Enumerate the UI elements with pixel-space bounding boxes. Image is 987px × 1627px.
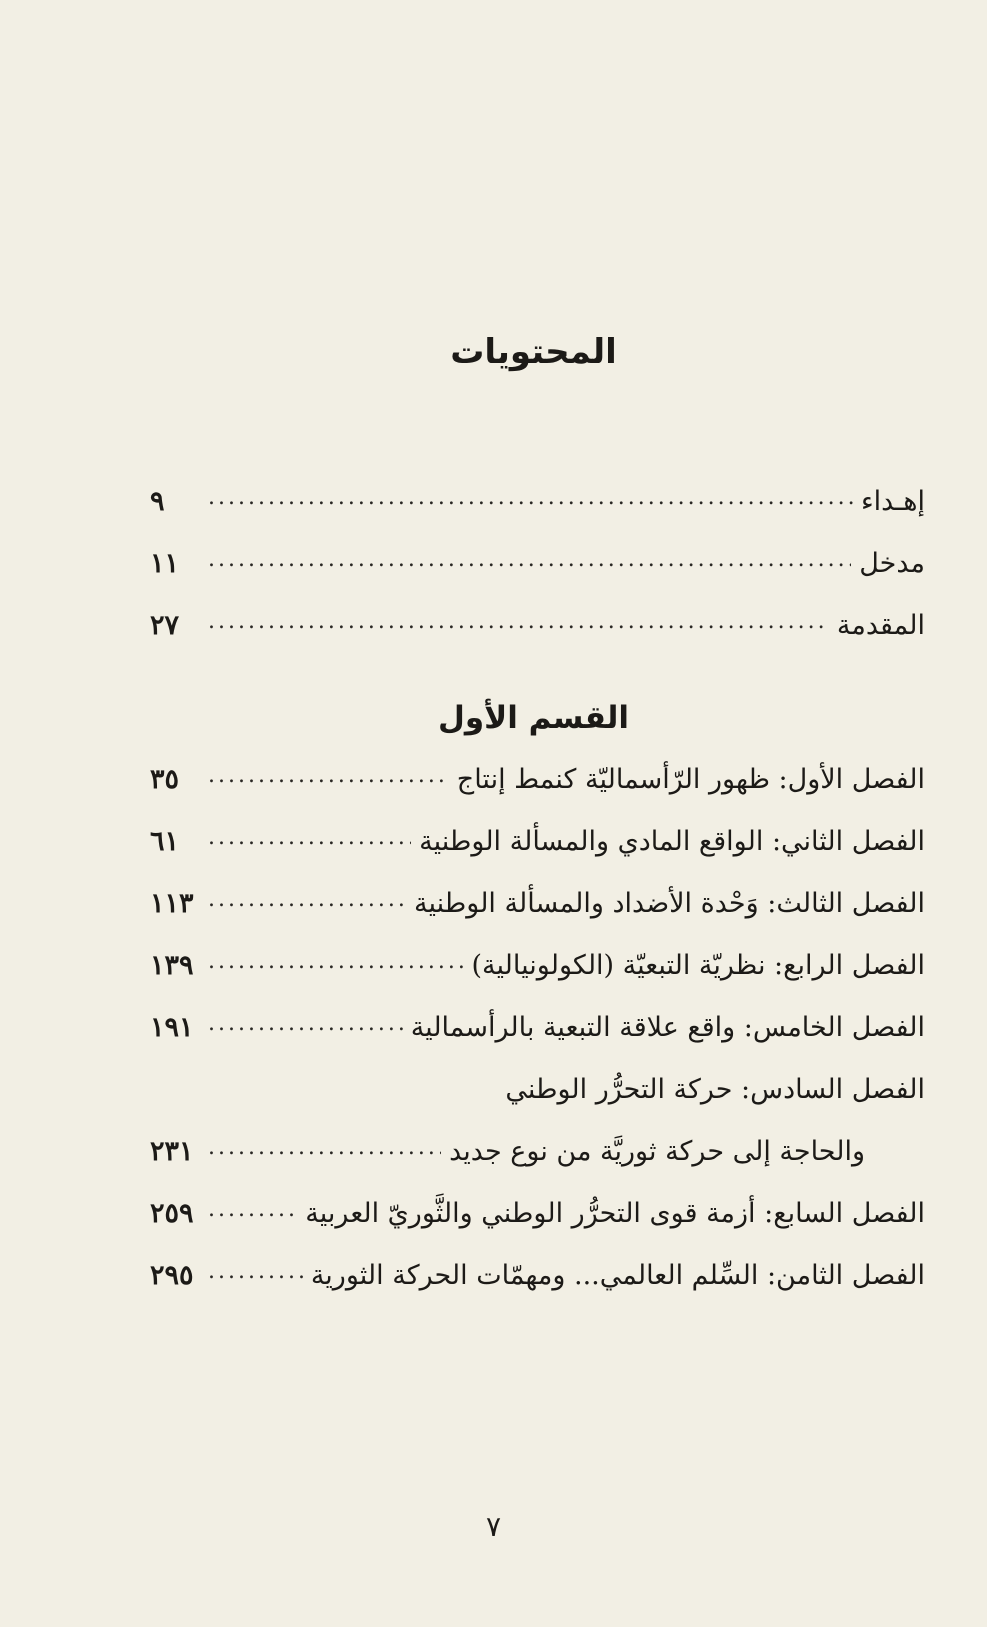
toc-page-number: ٣٥ <box>150 764 180 795</box>
toc-entry-chapter-2[interactable] <box>150 818 925 866</box>
toc-entry-label: المقدمة <box>836 610 925 641</box>
toc-entry-label: الفصل الثالث: وَحْدة الأضداد والمسألة الوطنية <box>414 888 925 919</box>
toc-page-number: ١٩١ <box>150 1012 194 1043</box>
dot-leader <box>208 1124 441 1172</box>
toc-page-number: ٢٣١ <box>150 1136 194 1167</box>
toc-entry-label: والحاجة إلى حركة ثوريَّة من نوع جديد <box>449 1136 865 1167</box>
toc-entry-chapter-6-line-1[interactable] <box>150 1066 925 1114</box>
toc-entry-label: الفصل الثاني: الواقع المادي والمسألة الوطنية <box>419 826 925 857</box>
dot-leader <box>208 752 449 800</box>
page-number: ٧ <box>485 1510 502 1543</box>
toc-entry-label: الفصل السابع: أزمة قوى التحرُّر الوطني والثَّوريّ العربية <box>305 1198 925 1229</box>
dot-leader <box>208 1248 303 1296</box>
toc-page-number: ٦١ <box>150 826 180 857</box>
toc-entry-chapter-5[interactable] <box>150 1004 925 1052</box>
toc-entry-introduction[interactable] <box>150 602 925 650</box>
toc-page-number: ٢٩٥ <box>150 1260 194 1291</box>
toc-entry-chapter-4[interactable] <box>150 942 925 990</box>
toc-entry-label: مدخل <box>859 548 925 579</box>
dot-leader <box>208 598 829 646</box>
toc-entry-label: الفصل الرابع: نظريّة التبعيّة (الكولونيالية) <box>471 950 925 981</box>
toc-entry-chapter-1[interactable] <box>150 756 925 804</box>
contents-title: المحتويات <box>450 332 617 372</box>
dot-leader <box>208 1000 403 1048</box>
toc-page-number: ١٣٩ <box>150 950 194 981</box>
section-title: القسم الأول <box>437 700 630 736</box>
toc-entry-label: إهـداء <box>860 486 925 517</box>
dot-leader <box>208 938 464 986</box>
toc-entry-dedication[interactable] <box>150 478 925 526</box>
toc-entry-label: الفصل الأول: ظهور الرّأسماليّة كنمط إنتاج <box>456 764 925 795</box>
toc-entry-label: الفصل الثامن: السِّلم العالمي... ومهمّات الحركة الثورية <box>310 1260 925 1291</box>
toc-page-number: ٢٧ <box>150 610 180 641</box>
dot-leader <box>208 474 853 522</box>
toc-entry-entrance[interactable] <box>150 540 925 588</box>
toc-page-number: ١١ <box>150 548 180 579</box>
toc-entry-chapter-3[interactable] <box>150 880 925 928</box>
toc-entry-chapter-6-line-2[interactable] <box>150 1128 865 1176</box>
toc-entry-chapter-7[interactable] <box>150 1190 925 1238</box>
dot-leader <box>208 1186 297 1234</box>
toc-entry-label: الفصل السادس: حركة التحرُّر الوطني <box>505 1074 925 1105</box>
toc-page-number: ١١٣ <box>150 888 194 919</box>
toc-page-number: ٢٥٩ <box>150 1198 194 1229</box>
toc-entry-chapter-8[interactable] <box>150 1252 925 1300</box>
dot-leader <box>208 814 411 862</box>
toc-entry-label: الفصل الخامس: واقع علاقة التبعية بالرأسمالية <box>410 1012 925 1043</box>
toc-page-number: ٩ <box>150 486 165 517</box>
dot-leader <box>208 536 851 584</box>
dot-leader <box>208 876 406 924</box>
